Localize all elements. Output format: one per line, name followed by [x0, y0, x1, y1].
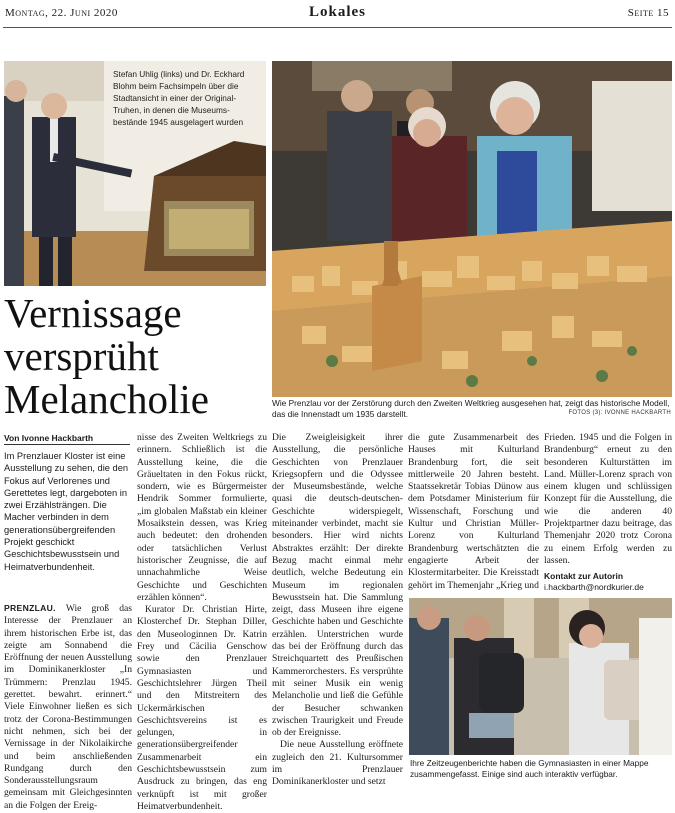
article-column-4 — [408, 432, 539, 592]
photo-credit: FOTOS (3): IVONNE HACKBARTH — [568, 410, 671, 416]
page-header — [0, 0, 675, 30]
photo-caption-students: Ihre Zeitzeugenberichte haben die Gymnasiasten in einer Mappe zusammengefasst. Einige sind auch interaktiv verfügbar. — [410, 758, 649, 779]
issue-date: Montag, 22. Juni 2020 — [5, 7, 118, 19]
photo-city-model — [272, 61, 672, 397]
section-title: Lokales — [308, 4, 366, 20]
contact-email-link[interactable]: i.hackbarth@nordkurier.de — [544, 582, 644, 592]
column-2-paragraph-2: Kurator Dr. Christian Hirte, Klosterchef Dr. Stephan Diller, den Museologinnen Dr. Katrin Frey und Cäcilia Genschow sowie den Prenzlauer Gymnasiasten und Geschichtslehrer Jürgen Theil und den Mitstreitern des Uckermärkischen Geschichtsvereins ist es gelungen, in generationsübergreifender Zusammenarbeit ein Geschichtsbewusstsein zum Ausdruck zu bringen, das eng verknüpft ist mit großer Heimatverbundenheit. — [137, 604, 267, 812]
photo-caption-model: Wie Prenzlau vor der Zerstörung durch den Zweiten Weltkrieg ausgesehen hat, zeigt das historische Modell, das die Innenstadt um 1935 darstellt. — [272, 398, 670, 419]
byline-rule — [4, 444, 130, 445]
article-column-3 — [272, 432, 403, 789]
photo-caption-chest: Stefan Uhlig (links) und Dr. Eckhard Blohm beim Fachsimpeln über die Stadtansicht in einer der Original-Truhen, in denen die Museums-bestände 1945 ausgelagert wurden — [113, 69, 245, 127]
column-4-text: die gute Zusammenarbeit des Hauses mit Kulturland Brandenburg fort, die seit mittlerweile 20 Jahren besteht. Staatssekretär Tobias Dünow aus dem Potsdamer Ministerium für Wissenschaft, Forschung und Kultur und Christian Müller-Lorenz von Kulturland Brandenburg wertschätzten die engagierte Arbeit der Klostermitarbeiter. Die Kreisstadt gehört im Themenjahr „Krieg und — [408, 432, 539, 591]
intro-text: Im Prenzlauer Kloster ist eine Ausstellung zu sehen, die den Fokus auf Verlorenes und Gerettetes legt, dargeboten in zwei Erzählsträngen. Die Macher verbinden in dem generationsübergreifenden Projekt geschickt Geschichtsbewusstsein und Heimatverbundenheit. — [4, 451, 129, 572]
column-2-paragraph-1: nisse des Zweiten Weltkriegs zu erinnern. Schließlich ist die Ausstellung keine, die die Gräueltaten in den Fokus rückt, sondern, wie es Bürgermeister Hendrik Sommer formulierte, „im globalen Maßstab ein kleiner Mosaikstein dessen, was Krieg auch bedeutet: den drohenden oder tatsächlichen Verlust historischer Zeugnisse, die auf unnachahmliche Weise Geschichte und Geschichten erzählen können“. — [137, 432, 267, 603]
column-5-text: Frieden. 1945 und die Folgen in Brandenburg“ erneut zu den besonderen Kulturstätten im Land. Müller-Lorenz sprach von einem klugen und schlüssigen Konzept für die Ausstellung, die wie die anderen 40 Projektpartner dazu beitrage, das Themenjahr 2020 trotz Corona zu einem Erfolg werden zu lassen. — [544, 432, 672, 566]
article-column-5 — [544, 432, 672, 567]
byline: Von Ivonne Hackbarth — [4, 433, 94, 443]
column-3-paragraph-1: Die Zweigleisigkeit ihrer Ausstellung, die persönliche Geschichten von Prenzlauer Kriegsopfern und die Odyssee der Museumsbestände, welche quasi die deutsch-deutschen-Geschichte widerspiegelt, miteinander verbindet, macht sie besonders. Hier wird nichts Abstraktes erzählt: Der direkte Bezug macht einmal mehr deutlich, welche Bedeutung ein Museum im regionalen Bewusstsein hat. Die Sammlung zeigt, dass Museen ihre eigene Geschichte haben und Geschichte erzählen. Unterstrichen wurde das bei der Eröffnung durch das Streichquartett des Preußischen Kammerorchesters. Es versprühte mit seiner Musik ein wenig Melancholie und ließ die Gefühle der Besucher schwanken zwischen Traurigkeit und Freude ob der Ereignisse. — [272, 432, 403, 739]
header-rule — [3, 27, 672, 28]
article-column-1 — [4, 602, 132, 812]
photo-students — [409, 598, 672, 755]
column-1-text: Wie groß das Interesse der Prenzlauer an ihrem historischen Erbe ist, das zeigte am Sonnabend die Eröffnung der neuen Ausstellung im Dominikanerkloster „In Trümmern: Prenzlau 1945. gerettet. bewahrt. erinnert.“ Viele Einwohner ließen es sich trotz der Corona-Bestimmungen nicht nehmen, sich bei der Vernissage in der Nikolaikirche und beim anschließenden Rundgang durch den Sonderausstellungsraum gemeinsam mit Gleichgesinnten an die Folgen der Ereig- — [4, 603, 132, 811]
contact-label: Kontakt zur Autorin — [544, 571, 624, 581]
page-number: Seite 15 — [627, 7, 669, 19]
headline: Vernissage versprüht Melancholie — [4, 290, 209, 422]
article-column-2 — [137, 432, 267, 813]
dateline: PRENZLAU. — [4, 603, 56, 613]
column-3-paragraph-2: Die neue Ausstellung eröffnete zugleich den 21. Kultursommer im Prenzlauer Dominikanerkloster und setzt — [272, 739, 403, 788]
